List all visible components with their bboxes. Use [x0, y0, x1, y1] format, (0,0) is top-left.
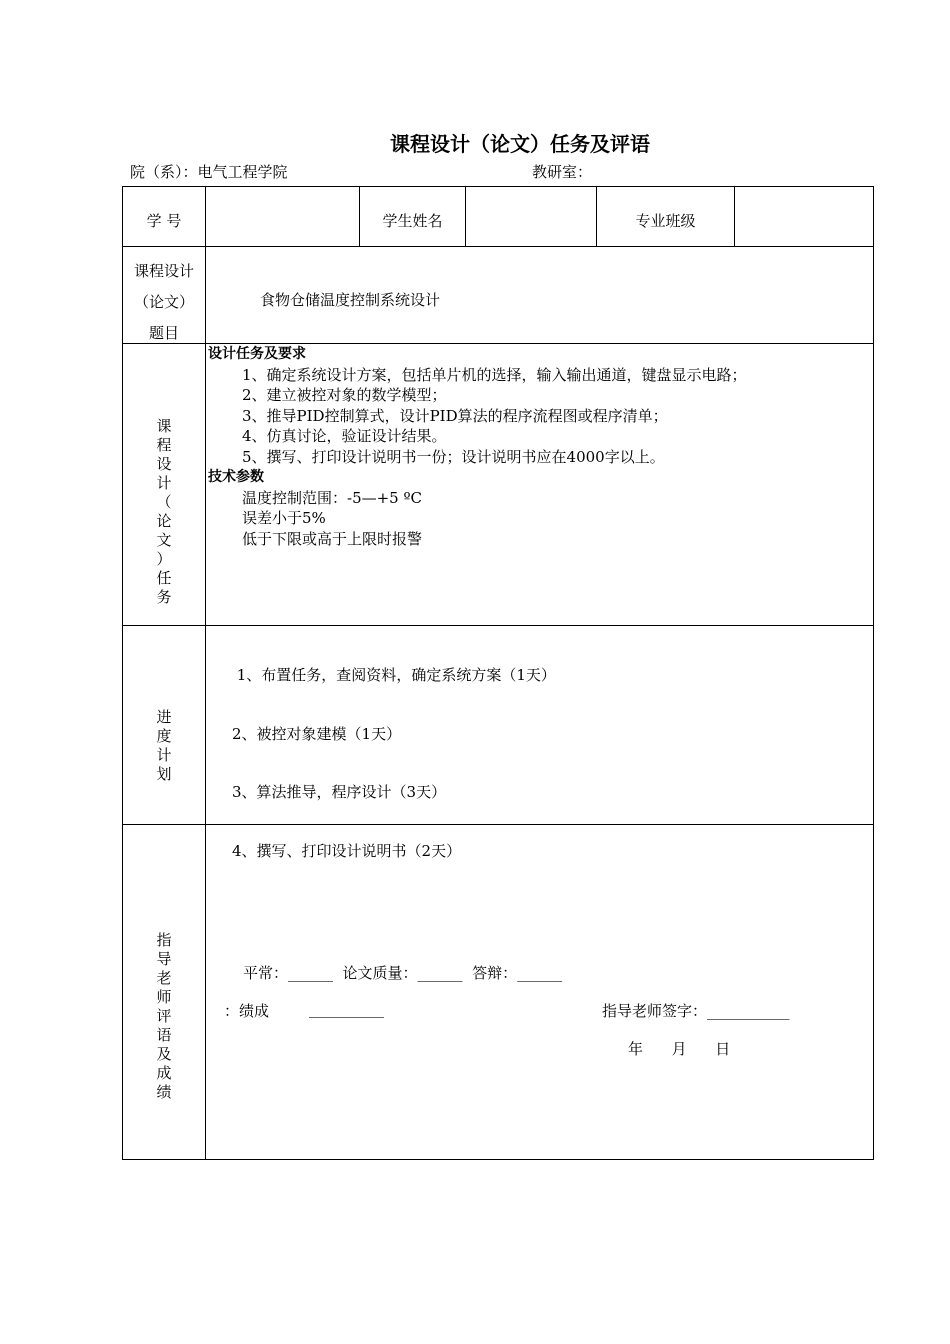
topic-label: 课程设计 （论文） 题目: [133, 262, 194, 342]
student-id-label: 学 号: [146, 212, 182, 230]
list-item: 低于下限或高于上限时报警: [242, 529, 423, 548]
list-item: 4、仿真讨论，验证设计结果。: [242, 427, 447, 445]
list-item: 2、被控对象建模（1天）: [232, 724, 402, 743]
office-label: 教研室：: [532, 163, 593, 181]
major-class-label: 专业班级: [635, 212, 696, 230]
list-item: 4、撰写、打印设计说明书（2天）: [232, 841, 462, 860]
evaluation-label: 指 导 老 师 评 语 及 成 绩: [156, 931, 172, 1101]
list-item: 3、推导PID控制算式，设计PID算法的程序流程图或程序清单；: [242, 406, 668, 425]
student-id-value[interactable]: [206, 204, 359, 232]
department-label: 院（系）：电气工程学院: [130, 163, 288, 181]
document-title: 课程设计（论文）任务及评语: [390, 132, 650, 156]
task-form-table: [122, 186, 874, 1160]
task-content: [208, 344, 868, 549]
parameters-heading: 技术参数: [208, 469, 264, 485]
row-divider: [122, 246, 874, 247]
list-item: 误差小于5%: [242, 509, 326, 527]
topic-value: 食物仓储温度控制系统设计: [260, 291, 441, 309]
list-item: 2、建立被控对象的数学模型；: [242, 386, 447, 404]
list-item: 3、算法推导，程序设计（3天）: [232, 783, 447, 801]
list-item: 1、布置任务，查阅资料，确定系统方案（1天）: [232, 666, 556, 684]
grade-label: ：绩成: [224, 1002, 270, 1020]
list-item: 温度控制范围：-5—+5 ºC: [242, 488, 423, 507]
schedule-label: 进 度 计 划: [156, 708, 172, 783]
grade-blank[interactable]: __________: [309, 1000, 384, 1018]
advisor-signature[interactable]: 指导老师签字：___________: [602, 1002, 790, 1020]
student-name-label: 学生姓名: [382, 212, 443, 230]
scores-line: 平常：______ 论文质量：______ 答辩：______: [243, 964, 563, 982]
task-label: 课 程 设 计 （ 论 文 ） 任 务: [156, 417, 172, 606]
student-name-value[interactable]: [466, 204, 596, 232]
schedule-content: [232, 627, 852, 900]
list-item: 5、撰写、打印设计说明书一份；设计说明书应在4000字以上。: [242, 447, 665, 466]
requirements-heading: 设计任务及要求: [208, 346, 306, 362]
evaluation-date: 年 月 日: [628, 1040, 731, 1058]
list-item: 1、确定系统设计方案，包括单片机的选择，输入输出通道，键盘显示电路；: [242, 365, 747, 384]
row-divider: [122, 625, 874, 626]
major-class-value[interactable]: [735, 204, 873, 232]
